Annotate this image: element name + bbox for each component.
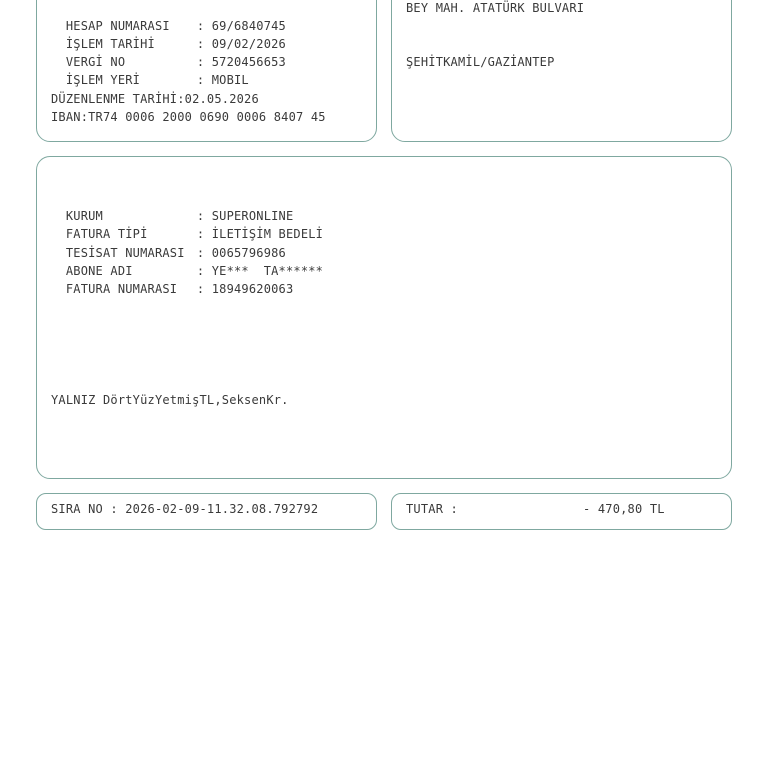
invoice-number-label: FATURA NUMARASI	[65, 282, 178, 296]
account-number-value: 69/6840745	[211, 19, 286, 33]
separator: :	[196, 73, 212, 87]
address-box	[391, 0, 732, 142]
account-number-label: HESAP NUMARASI	[65, 19, 170, 33]
separator: :	[196, 227, 212, 241]
separator: :	[196, 264, 212, 278]
tax-number-value: 5720456653	[211, 55, 286, 69]
invoice-row-invoice-number	[51, 262, 293, 298]
issue-date: DÜZENLENME TARİHİ:02.05.2026	[51, 92, 259, 106]
amount-in-words: YALNIZ DörtYüzYetmişTL,SeksenKr.	[51, 393, 289, 407]
subscriber-name-label: ABONE ADI	[65, 264, 133, 278]
invoice-type-label: FATURA TİPİ	[65, 227, 148, 241]
address-line-1: BEY MAH. ATATÜRK BULVARI	[406, 1, 585, 15]
institution-value: SUPERONLINE	[211, 209, 294, 223]
address-line-2: ŞEHİTKAMİL/GAZİANTEP	[406, 55, 555, 69]
transaction-place-label: İŞLEM YERİ	[65, 73, 141, 87]
institution-label: KURUM	[65, 209, 103, 223]
separator: :	[196, 246, 212, 260]
installation-number-label: TESİSAT NUMARASI	[65, 246, 185, 260]
transaction-place-value: MOBIL	[211, 73, 249, 87]
separator: :	[196, 209, 212, 223]
iban: IBAN:TR74 0006 2000 0690 0006 8407 45	[51, 110, 326, 124]
separator: :	[196, 37, 212, 51]
tax-number-label: VERGİ NO	[65, 55, 126, 69]
subscriber-name-value: YE*** TA******	[211, 264, 324, 278]
installation-number-value: 0065796986	[211, 246, 286, 260]
invoice-number-value: 18949620063	[211, 282, 294, 296]
separator: :	[196, 282, 212, 296]
sequence-number: SIRA NO : 2026-02-09-11.32.08.792792	[51, 502, 319, 516]
account-row-transaction-place	[51, 53, 249, 89]
total-label: TUTAR :	[406, 502, 458, 516]
transaction-date-label: İŞLEM TARİHİ	[65, 37, 155, 51]
separator: :	[196, 19, 212, 33]
invoice-type-value: İLETİŞİM BEDELİ	[211, 227, 324, 241]
separator: :	[196, 55, 212, 69]
transaction-date-value: 09/02/2026	[211, 37, 286, 51]
total-amount: - 470,80 TL	[583, 502, 665, 516]
